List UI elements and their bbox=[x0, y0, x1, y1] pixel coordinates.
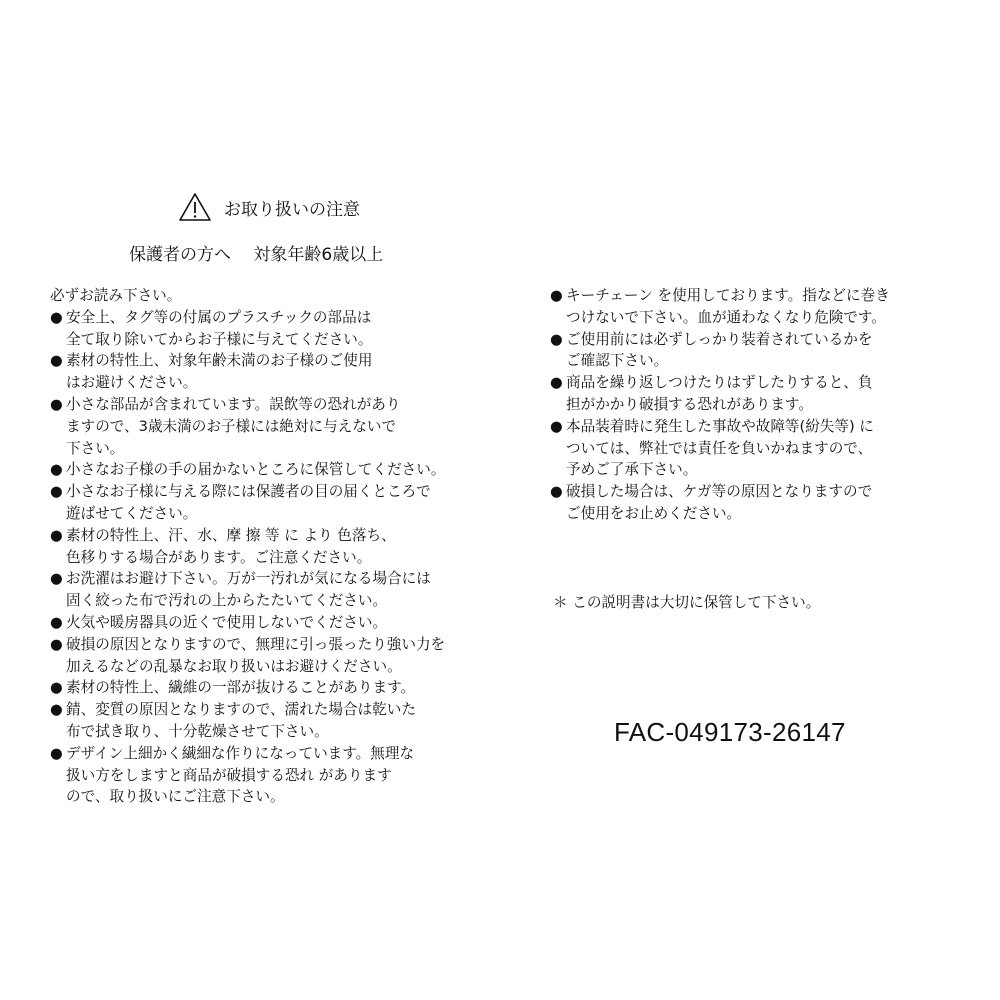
header-title bbox=[178, 190, 360, 224]
caution-item: ● 本品装着時に発生した事故や故障等(紛失等) に ついては、弊社では責任を負いかねますので、 予めご了承下さい。 bbox=[550, 416, 950, 481]
caution-item: ● 安全上、タグ等の付属のプラスチックの部品は 全て取り除いてからお子様に与えてください。 bbox=[50, 307, 470, 351]
caution-item: ● デザイン上細かく繊細な作りになっています。無理な 扱い方をしますと商品が破損する恐れ があります ので、取り扱いにご注意下さい。 bbox=[50, 743, 470, 808]
keep-manual-note: ＊ この説明書は大切に保管して下さい。 bbox=[553, 594, 821, 611]
caution-item: ● 火気や暖房器具の近くで使用しないでください。 bbox=[50, 612, 470, 634]
left-column bbox=[50, 285, 470, 808]
caution-item: ● 素材の特性上、対象年齢未満のお子様のご使用 はお避けください。 bbox=[50, 350, 470, 394]
audience-subtitle: 保護者の方へ 対象年齢6歳以上 bbox=[129, 245, 384, 265]
caution-item: ● キーチェーン を使用しております。指などに巻き つけないで下さい。血が通わなくなり危険です。 bbox=[550, 285, 950, 329]
caution-item: ● 小さな部品が含まれています。誤飲等の恐れがあり ますので、3歳未満のお子様には絶対に与えないで 下さい。 bbox=[50, 394, 470, 459]
read-notice: 必ずお読み下さい。 bbox=[50, 287, 182, 304]
product-code: FAC-049173-26147 bbox=[614, 717, 846, 747]
caution-item: ● ご使用前には必ずしっかり装着されているかを ご確認下さい。 bbox=[550, 329, 950, 373]
caution-item: ● お洗濯はお避け下さい。万が一汚れが気になる場合には 固く絞った布で汚れの上からたたいてください。 bbox=[50, 568, 470, 612]
caution-item: ● 商品を繰り返しつけたりはずしたりすると、負 担がかかり破損する恐れがあります。 bbox=[550, 372, 950, 416]
caution-item: ● 破損した場合は、ケガ等の原因となりますので ご使用をお止めください。 bbox=[550, 481, 950, 525]
caution-item: ● 錆、変質の原因となりますので、濡れた場合は乾いた 布で拭き取り、十分乾燥させて下さい。 bbox=[50, 699, 470, 743]
caution-item: ● 素材の特性上、繊維の一部が抜けることがあります。 bbox=[50, 677, 470, 699]
header-title-text: お取り扱いの注意 bbox=[224, 199, 360, 220]
warning-triangle-icon bbox=[178, 192, 212, 222]
right-column bbox=[550, 285, 950, 525]
caution-item: ● 小さなお子様の手の届かないところに保管してください。 bbox=[50, 459, 470, 481]
caution-item: ● 素材の特性上、汗、水、摩 擦 等 に より 色落ち、 色移りする場合があります。ご注意ください。 bbox=[50, 525, 470, 569]
caution-item: ● 小さなお子様に与える際には保護者の目の届くところで 遊ばせてください。 bbox=[50, 481, 470, 525]
caution-item: ● 破損の原因となりますので、無理に引っ張ったり強い力を 加えるなどの乱暴なお取り扱いはお避けください。 bbox=[50, 634, 470, 678]
